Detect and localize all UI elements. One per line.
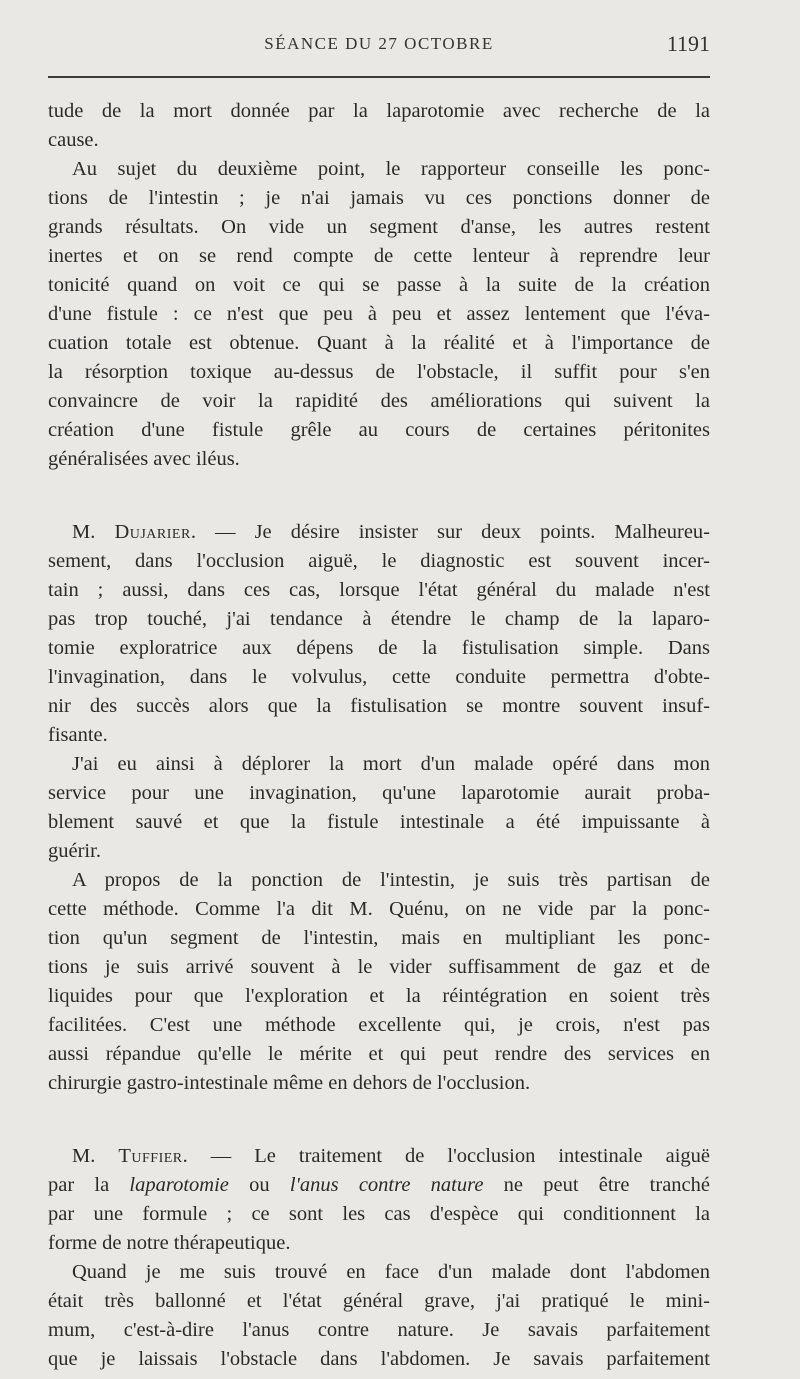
- text-line: généralisées avec iléus.: [48, 448, 240, 470]
- page-number: 1191: [666, 31, 710, 56]
- text-line: Au sujet du deuxième point, le rapporteur conseille les ponc-: [72, 158, 710, 180]
- text-line: tions je suis arrivé souvent à le vider suffisamment de gaz et de: [48, 956, 710, 978]
- speaker-prefix: M.: [72, 521, 115, 543]
- text-line: facilitées. C'est une méthode excellente qui, je crois, n'est pas: [48, 1014, 710, 1036]
- speaker-line-rest: . — Le traitement de l'occlusion intestinale aiguë: [182, 1145, 710, 1167]
- section-gap: [48, 474, 710, 518]
- text-line: forme de notre thérapeutique.: [48, 1232, 291, 1254]
- section-gap: [48, 1098, 710, 1142]
- text-line: convaincre de voir la rapidité des améliorations qui suivent la: [48, 390, 710, 412]
- speaker-name: Tuffier: [118, 1145, 183, 1167]
- text-line: était très ballonné et l'état général grave, j'ai pratiqué le mini-: [48, 1290, 710, 1312]
- speaker-section-tuffier: [48, 1142, 710, 1374]
- text-line: sement, dans l'occlusion aiguë, le diagnostic est souvent incer-: [48, 550, 710, 572]
- text-line: guérir.: [48, 840, 101, 862]
- text-line: tomie exploratrice aux dépens de la fistulisation simple. Dans: [48, 637, 710, 659]
- text-line: Quand je me suis trouvé en face d'un malade dont l'abdomen: [72, 1261, 710, 1283]
- text-line: A propos de la ponction de l'intestin, je suis très partisan de: [72, 869, 710, 891]
- text-line: fisante.: [48, 724, 108, 746]
- text-line: tonicité quand on voit ce qui se passe à la suite de la création: [48, 274, 710, 296]
- text-line: [48, 1171, 710, 1200]
- running-head: [48, 31, 710, 58]
- text-line: liquides pour que l'exploration et la réintégration en soient très: [48, 985, 710, 1007]
- text-line: l'invagination, dans le volvulus, cette conduite permettra d'obte-: [48, 666, 710, 688]
- text-line: aussi répandue qu'elle le mérite et qui peut rendre des services en: [48, 1043, 710, 1065]
- running-title: SÉANCE DU 27 OCTOBRE: [264, 34, 494, 53]
- text-line: d'une fistule : ce n'est que peu à peu et assez lentement que l'éva-: [48, 303, 710, 325]
- text-line: inertes et on se rend compte de cette lenteur à reprendre leur: [48, 245, 710, 267]
- text-line: cuation totale est obtenue. Quant à la réalité et à l'importance de: [48, 332, 710, 354]
- text-line: [48, 1142, 710, 1171]
- text-line: mum, c'est-à-dire l'anus contre nature. Je savais parfaitement: [48, 1319, 710, 1341]
- paragraph-continuation: [48, 97, 710, 474]
- text-line: service pour une invagination, qu'une laparotomie aurait proba-: [48, 782, 710, 804]
- text-line: tain ; aussi, dans ces cas, lorsque l'état général du malade n'est: [48, 579, 710, 601]
- text-run: ne peut être tranché: [483, 1174, 710, 1196]
- header-rule: [48, 76, 710, 78]
- text-line: par une formule ; ce sont les cas d'espèce qui conditionnent la: [48, 1203, 710, 1225]
- text-line: [48, 518, 710, 547]
- text-line: création d'une fistule grêle au cours de certaines péritonites: [48, 419, 710, 441]
- text-line: blement sauvé et que la fistule intestinale a été impuissante à: [48, 811, 710, 833]
- text-line: nir des succès alors que la fistulisation se montre souvent insuf-: [48, 695, 710, 717]
- speaker-name: Dujarier: [114, 521, 191, 543]
- speaker-line-rest: . — Je désire insister sur deux points. Malheureu-: [190, 521, 711, 543]
- text-line: cause.: [48, 129, 99, 151]
- speaker-prefix: M.: [72, 1145, 119, 1167]
- text-run: par la: [48, 1174, 130, 1196]
- page-body: [48, 97, 710, 1374]
- italic-term: l'anus contre nature: [289, 1174, 484, 1196]
- italic-term: laparotomie: [129, 1174, 229, 1196]
- text-line: tions de l'intestin ; je n'ai jamais vu ces ponctions donner de: [48, 187, 710, 209]
- text-line: pas trop touché, j'ai tendance à étendre le champ de la laparo-: [48, 608, 710, 630]
- text-line: chirurgie gastro-intestinale même en dehors de l'occlusion.: [48, 1072, 531, 1094]
- text-run: ou: [228, 1174, 290, 1196]
- text-line: J'ai eu ainsi à déplorer la mort d'un malade opéré dans mon: [72, 753, 710, 775]
- text-line: grands résultats. On vide un segment d'anse, les autres restent: [48, 216, 710, 238]
- text-line: que je laissais l'obstacle dans l'abdomen. Je savais parfaitement: [48, 1348, 710, 1370]
- text-line: tude de la mort donnée par la laparotomie avec recherche de la: [48, 100, 710, 122]
- text-line: cette méthode. Comme l'a dit M. Quénu, on ne vide par la ponc-: [48, 898, 710, 920]
- text-line: tion qu'un segment de l'intestin, mais en multipliant les ponc-: [48, 927, 710, 949]
- text-line: la résorption toxique au-dessus de l'obstacle, il suffit pour s'en: [48, 361, 710, 383]
- speaker-section-dujarier: [48, 518, 710, 1098]
